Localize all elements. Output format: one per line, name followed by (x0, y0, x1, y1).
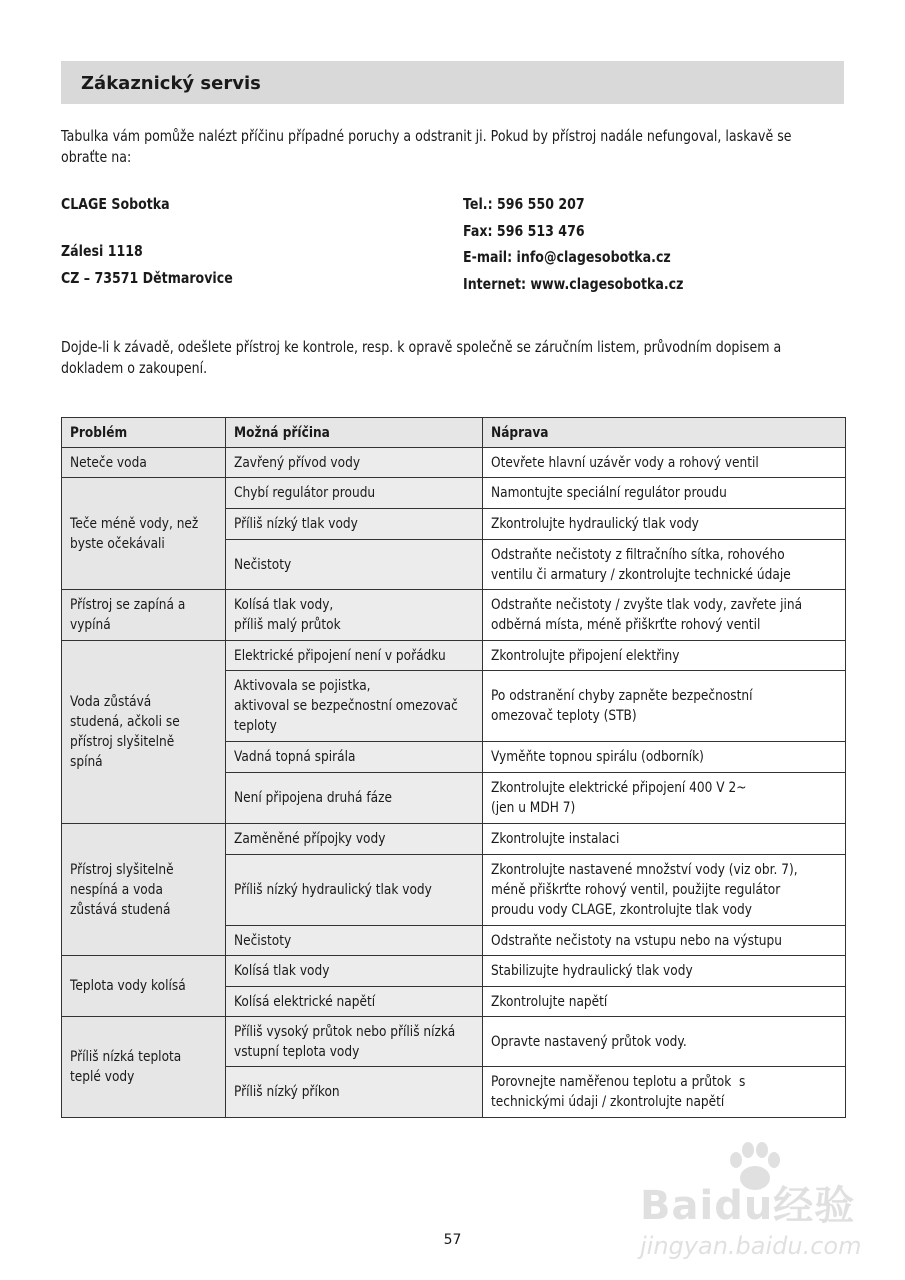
watermark-logo: Baidu经验 (640, 1183, 856, 1229)
header-problem: Problém (62, 418, 226, 448)
fix-cell: Stabilizujte hydraulický tlak vody (483, 956, 846, 987)
problem-cell: Přístroj se zapíná a vypíná (62, 590, 226, 641)
table-row (62, 824, 846, 855)
fix-cell: Odstraňte nečistoty na vstupu nebo na výstupu (483, 926, 846, 956)
intro-paragraph (61, 126, 905, 168)
problem-cell: Příliš nízká teplota teplé vody (62, 1017, 226, 1118)
table-header-row (62, 418, 846, 448)
section-header-bar (61, 61, 844, 104)
fix-cell: Zkontrolujte elektrické připojení 400 V 2~ (jen u MDH 7) (483, 773, 846, 824)
page-number: 57 (443, 1232, 462, 1248)
section-title: Zákaznický servis (81, 73, 261, 94)
problem-cell: Teplota vody kolísá (62, 956, 226, 1017)
cause-cell: Příliš vysoký průtok nebo příliš nízká vstupní teplota vody (226, 1017, 483, 1067)
problem-cell: Voda zůstává studená, ačkoli se přístroj slyšitelně spíná (62, 641, 226, 824)
fix-cell: Porovnejte naměřenou teplotu a průtok s technickými údaji / zkontrolujte napětí (483, 1067, 846, 1118)
fix-cell: Odstraňte nečistoty / zvyšte tlak vody, zavřete jiná odběrná místa, méně přiškrťte rohový ventil (483, 590, 846, 641)
cause-cell: Kolísá tlak vody (226, 956, 483, 987)
table-row (62, 956, 846, 987)
fix-cell: Zkontrolujte hydraulický tlak vody (483, 509, 846, 540)
header-cause: Možná příčina (226, 418, 483, 448)
table-row (62, 590, 846, 641)
table-body (62, 448, 846, 1118)
contact-email: E-mail: info@clagesobotka.cz (463, 248, 671, 266)
fix-cell: Zkontrolujte instalaci (483, 824, 846, 855)
cause-cell: Není připojena druhá fáze (226, 773, 483, 824)
troubleshooting-table (61, 417, 846, 1118)
cause-cell: Kolísá elektrické napětí (226, 987, 483, 1017)
table-row (62, 1017, 846, 1067)
cause-cell: Příliš nízký hydraulický tlak vody (226, 855, 483, 926)
cause-cell: Elektrické připojení není v pořádku (226, 641, 483, 671)
cause-cell: Vadná topná spirála (226, 742, 483, 773)
cause-cell: Nečistoty (226, 540, 483, 590)
closing-line-2: dokladem o zakoupení. (61, 359, 208, 377)
fix-cell: Zkontrolujte nastavené množství vody (viz obr. 7), méně přiškrťte rohový ventil, použijte regulátor proudu vody CLAGE, zkontrolujte tlak vody (483, 855, 846, 926)
cause-cell: Příliš nízký tlak vody (226, 509, 483, 540)
closing-paragraph (61, 337, 905, 379)
problem-cell: Neteče voda (62, 448, 226, 478)
problem-cell: Přístroj slyšitelně nespíná a voda zůstává studená (62, 824, 226, 956)
closing-line-1: Dojde-li k závadě, odešlete přístroj ke kontrole, resp. k opravě společně se záručním listem, průvodním dopisem a (61, 338, 782, 356)
fix-cell: Po odstranění chyby zapněte bezpečnostní omezovač teploty (STB) (483, 671, 846, 742)
problem-cell: Teče méně vody, než byste očekávali (62, 478, 226, 590)
table-row (62, 448, 846, 478)
cause-cell: Chybí regulátor proudu (226, 478, 483, 509)
fix-cell: Opravte nastavený průtok vody. (483, 1017, 846, 1067)
fix-cell: Odstraňte nečistoty z filtračního sítka, rohového ventilu či armatury / zkontrolujte technické údaje (483, 540, 846, 590)
fix-cell: Namontujte speciální regulátor proudu (483, 478, 846, 509)
contact-fax: Fax: 596 513 476 (463, 222, 585, 240)
cause-cell: Zavřený přívod vody (226, 448, 483, 478)
cause-cell: Příliš nízký příkon (226, 1067, 483, 1118)
cause-cell: Kolísá tlak vody, příliš malý průtok (226, 590, 483, 641)
header-fix: Náprava (483, 418, 846, 448)
watermark-url: jingyan.baidu.com (640, 1232, 862, 1260)
intro-line-1: Tabulka vám pomůže nalézt příčinu případné poruchy a odstranit ji. Pokud by přístroj nadále nefungoval, laskavě se (61, 127, 792, 145)
contact-company: CLAGE Sobotka (61, 195, 170, 213)
baidu-watermark (640, 1140, 870, 1270)
table-row (62, 641, 846, 671)
cause-cell: Nečistoty (226, 926, 483, 956)
contact-city: CZ – 73571 Dětmarovice (61, 269, 233, 287)
fix-cell: Zkontrolujte připojení elektřiny (483, 641, 846, 671)
contact-tel: Tel.: 596 550 207 (463, 195, 585, 213)
fix-cell: Vyměňte topnou spirálu (odborník) (483, 742, 846, 773)
intro-line-2: obraťte na: (61, 148, 132, 166)
contact-street: Zálesi 1118 (61, 242, 143, 260)
cause-cell: Zaměněné přípojky vody (226, 824, 483, 855)
fix-cell: Otevřete hlavní uzávěr vody a rohový ventil (483, 448, 846, 478)
cause-cell: Aktivovala se pojistka, aktivoval se bezpečnostní omezovač teploty (226, 671, 483, 742)
contact-internet: Internet: www.clagesobotka.cz (463, 275, 684, 293)
fix-cell: Zkontrolujte napětí (483, 987, 846, 1017)
table-row (62, 478, 846, 509)
